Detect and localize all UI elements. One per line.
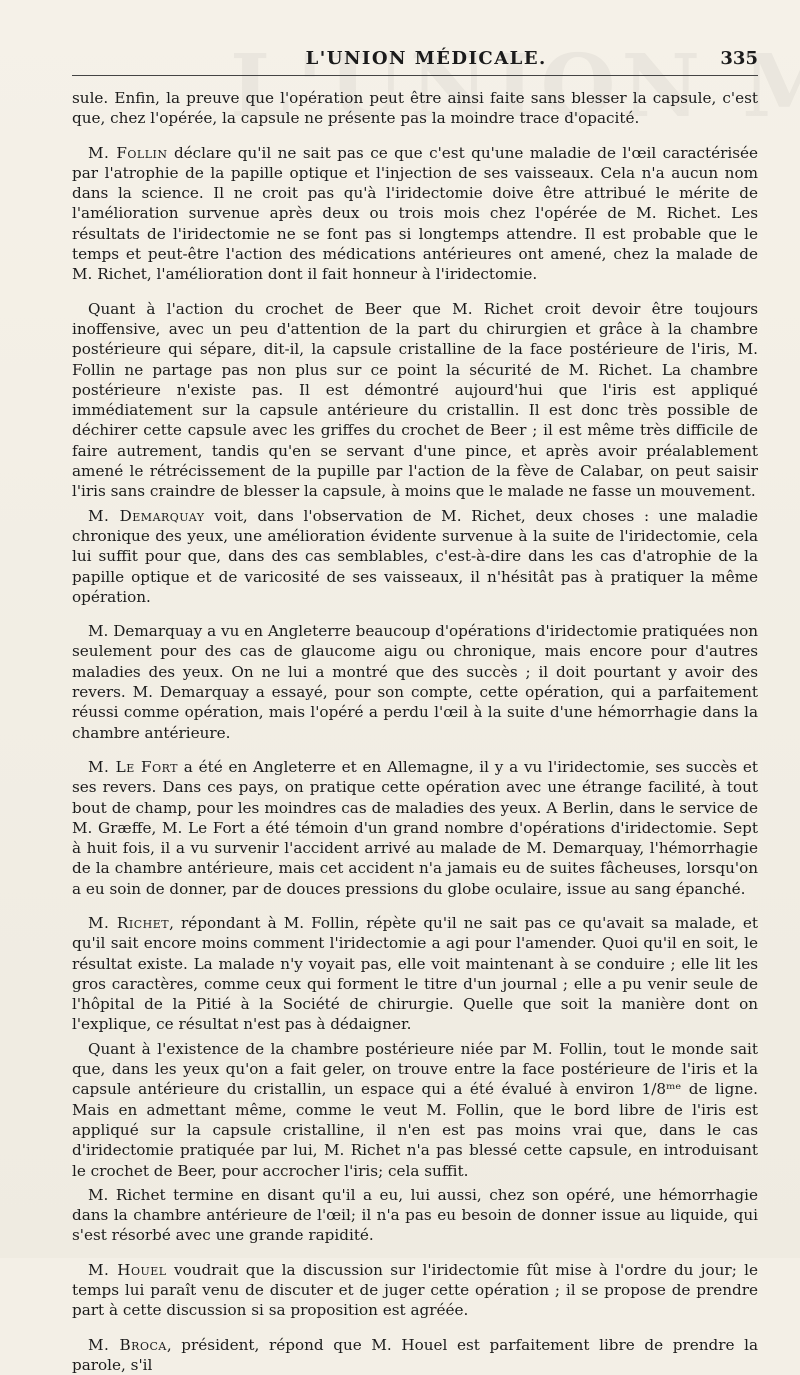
- paragraph: [72, 143, 758, 285]
- paragraph: [72, 1185, 758, 1246]
- paragraph-text: M. Demarquay a vu en Angleterre beaucoup d'opérations d'iridectomie pratiquées non seulement pour des cas de glaucome aigu ou chronique, mais encore pour d'autres maladies des yeux. On ne lui a montré que des succès ; il doit pourtant y avoir des revers. M. Demarquay a essayé, pour son compte, cette opération, qui a parfaitement réussi comme opération, mais l'opéré a perdu l'œil à la suite d'une hémorrhagie dans la chambre antérieure.: [72, 622, 758, 742]
- paragraph: [72, 1039, 758, 1181]
- paragraph: [72, 88, 758, 129]
- paragraph: [72, 621, 758, 743]
- paragraph: [72, 506, 758, 607]
- paragraph-text: Quant à l'action du crochet de Beer que M. Richet croit devoir être toujours inoffensive, avec un peu d'attention de la part du chirurgien et grâce à la chambre postérieure qui sépare, dit-il, la capsule cristalline de la face postérieure de l'iris, M. Follin ne partage pas non plus sur ce point la sécurité de M. Richet. La chambre postérieure n'existe pas. Il est démontré aujourd'hui que l'iris est appliqué immédiatement sur la capsule antérieure du cristallin. Il est donc très possible de déchirer cette capsule avec les griffes du crochet de Beer ; il est même très difficile de faire autrement, tandis qu'en se servant d'une pince, et après avoir préalablement amené le rétrécissement de la pupille par l'action de la fève de Calabar, on peut saisir l'iris sans craindre de blesser la capsule, à moins que le malade ne fasse un mouvement.: [72, 299, 758, 501]
- paragraph-text: voit, dans l'observation de M. Richet, deux choses : une maladie chronique des yeux, une amélioration évidente survenue à la suite de l'iridectomie, cela lui suffit pour que, dans des cas semblables, c'est-à-dire dans les cas d'atrophie de la papille optique et de varicosité de ses vaisseaux, il n'hésitât pas à pratiquer la même opération.: [72, 506, 758, 606]
- page-number: 335: [720, 48, 758, 69]
- paragraph-text: déclare qu'il ne sait pas ce que c'est qu'une maladie de l'œil caractérisée par l'atrophie de la papille optique et l'injection de ses vaisseaux. Cela n'a aucun nom dans la science. Il ne croit pas qu'à l'iridectomie doive être attribué le mérite de l'amélioration survenue après deux ou trois mois chez l'opérée de M. Richet. Les résultats de l'iridectomie ne se font pas si longtemps attendre. Il est probable que le temps et peut-être l'action des médications antérieures ont amené, chez la malade de M. Richet, l'amélioration dont il fait honneur à l'iridectomie.: [72, 143, 758, 284]
- speaker-name: M. Houel: [88, 1260, 167, 1279]
- paragraph: [72, 757, 758, 899]
- paragraph-text: , président, répond que M. Houel est parfaitement libre de prendre la parole, s'il: [72, 1335, 759, 1374]
- paragraph: [72, 1335, 758, 1375]
- paragraph: [72, 913, 758, 1035]
- paragraph-text: , répondant à M. Follin, répète qu'il ne sait pas ce qu'avait sa malade, et qu'il sait encore moins comment l'iridectomie a agi pour l'amender. Quoi qu'il en soit, le résultat existe. La malade n'y voyait pas, elle voit maintenant à se conduire ; elle lit les gros caractères, comme ceux qui forment le titre d'un journal ; elle a pu venir seule de l'hôpital de la Pitié à la Société de chirurgie. Quelle que soit la manière dont on l'explique, ce résultat n'est pas à dédaigner.: [72, 913, 758, 1034]
- running-header: [72, 48, 758, 76]
- running-title: L'UNION MÉDICALE.: [305, 48, 547, 69]
- paragraph-text: Quant à l'existence de la chambre postérieure niée par M. Follin, tout le monde sait que, dans les yeux qu'on a fait geler, on trouve entre la face postérieure de l'iris et la capsule antérieure du cristallin, un espace qui a été évalué à environ 1/8ᵐᵉ de ligne. Mais en admettant même, comme le veut M. Follin, que le bord libre de l'iris est appliqué sur la capsule cristalline, il n'en est pas moins vrai que, dans le cas d'iridectomie pratiquée par lui, M. Richet n'a pas blessé cette capsule, en introduisant le crochet de Beer, pour accrocher l'iris; cela suffit.: [72, 1039, 758, 1180]
- paragraph: [72, 299, 758, 502]
- paragraph: [72, 1260, 758, 1321]
- speaker-name: M. Follin: [88, 143, 168, 162]
- speaker-name: M. Richet: [88, 913, 170, 932]
- speaker-name: M. Demarquay: [88, 506, 205, 525]
- body-text: [72, 88, 758, 1375]
- speaker-name: M. Broca: [88, 1335, 167, 1354]
- paragraph-text: M. Richet termine en disant qu'il a eu, lui aussi, chez son opéré, une hémorrhagie dans la chambre antérieure de l'œil; il n'a pas eu besoin de donner issue au liquide, qui s'est résorbé avec une grande rapidité.: [72, 1185, 758, 1245]
- paragraph-text: sule. Enfin, la preuve que l'opération peut être ainsi faite sans blesser la capsule, c'est que, chez l'opérée, la capsule ne présente pas la moindre trace d'opacité.: [72, 89, 758, 128]
- paragraph-text: a été en Angleterre et en Allemagne, il y a vu l'iridectomie, ses succès et ses revers. Dans ces pays, on pratique cette opération avec une étrange facilité, à tout bout de champ, pour les moindres cas de maladies des yeux. A Berlin, dans le service de M. Græffe, M. Le Fort a été témoin d'un grand nombre d'opérations d'iridectomie. Sept à huit fois, il a vu survenir l'accident arrivé au malade de M. Demarquay, l'hémorrhagie de la chambre antérieure, mais cet accident n'a jamais eu de suites fâcheuses, lorsqu'on a eu soin de donner, par de douces pressions du globe oculaire, issue au sang épanché.: [72, 757, 758, 898]
- speaker-name: M. Le Fort: [88, 757, 179, 776]
- paragraph-text: voudrait que la discussion sur l'iridectomie fût mise à l'ordre du jour; le temps lui paraît venu de discuter et de juger cette opération ; il se propose de prendre part à cette discussion si sa proposition est agréée.: [72, 1260, 759, 1320]
